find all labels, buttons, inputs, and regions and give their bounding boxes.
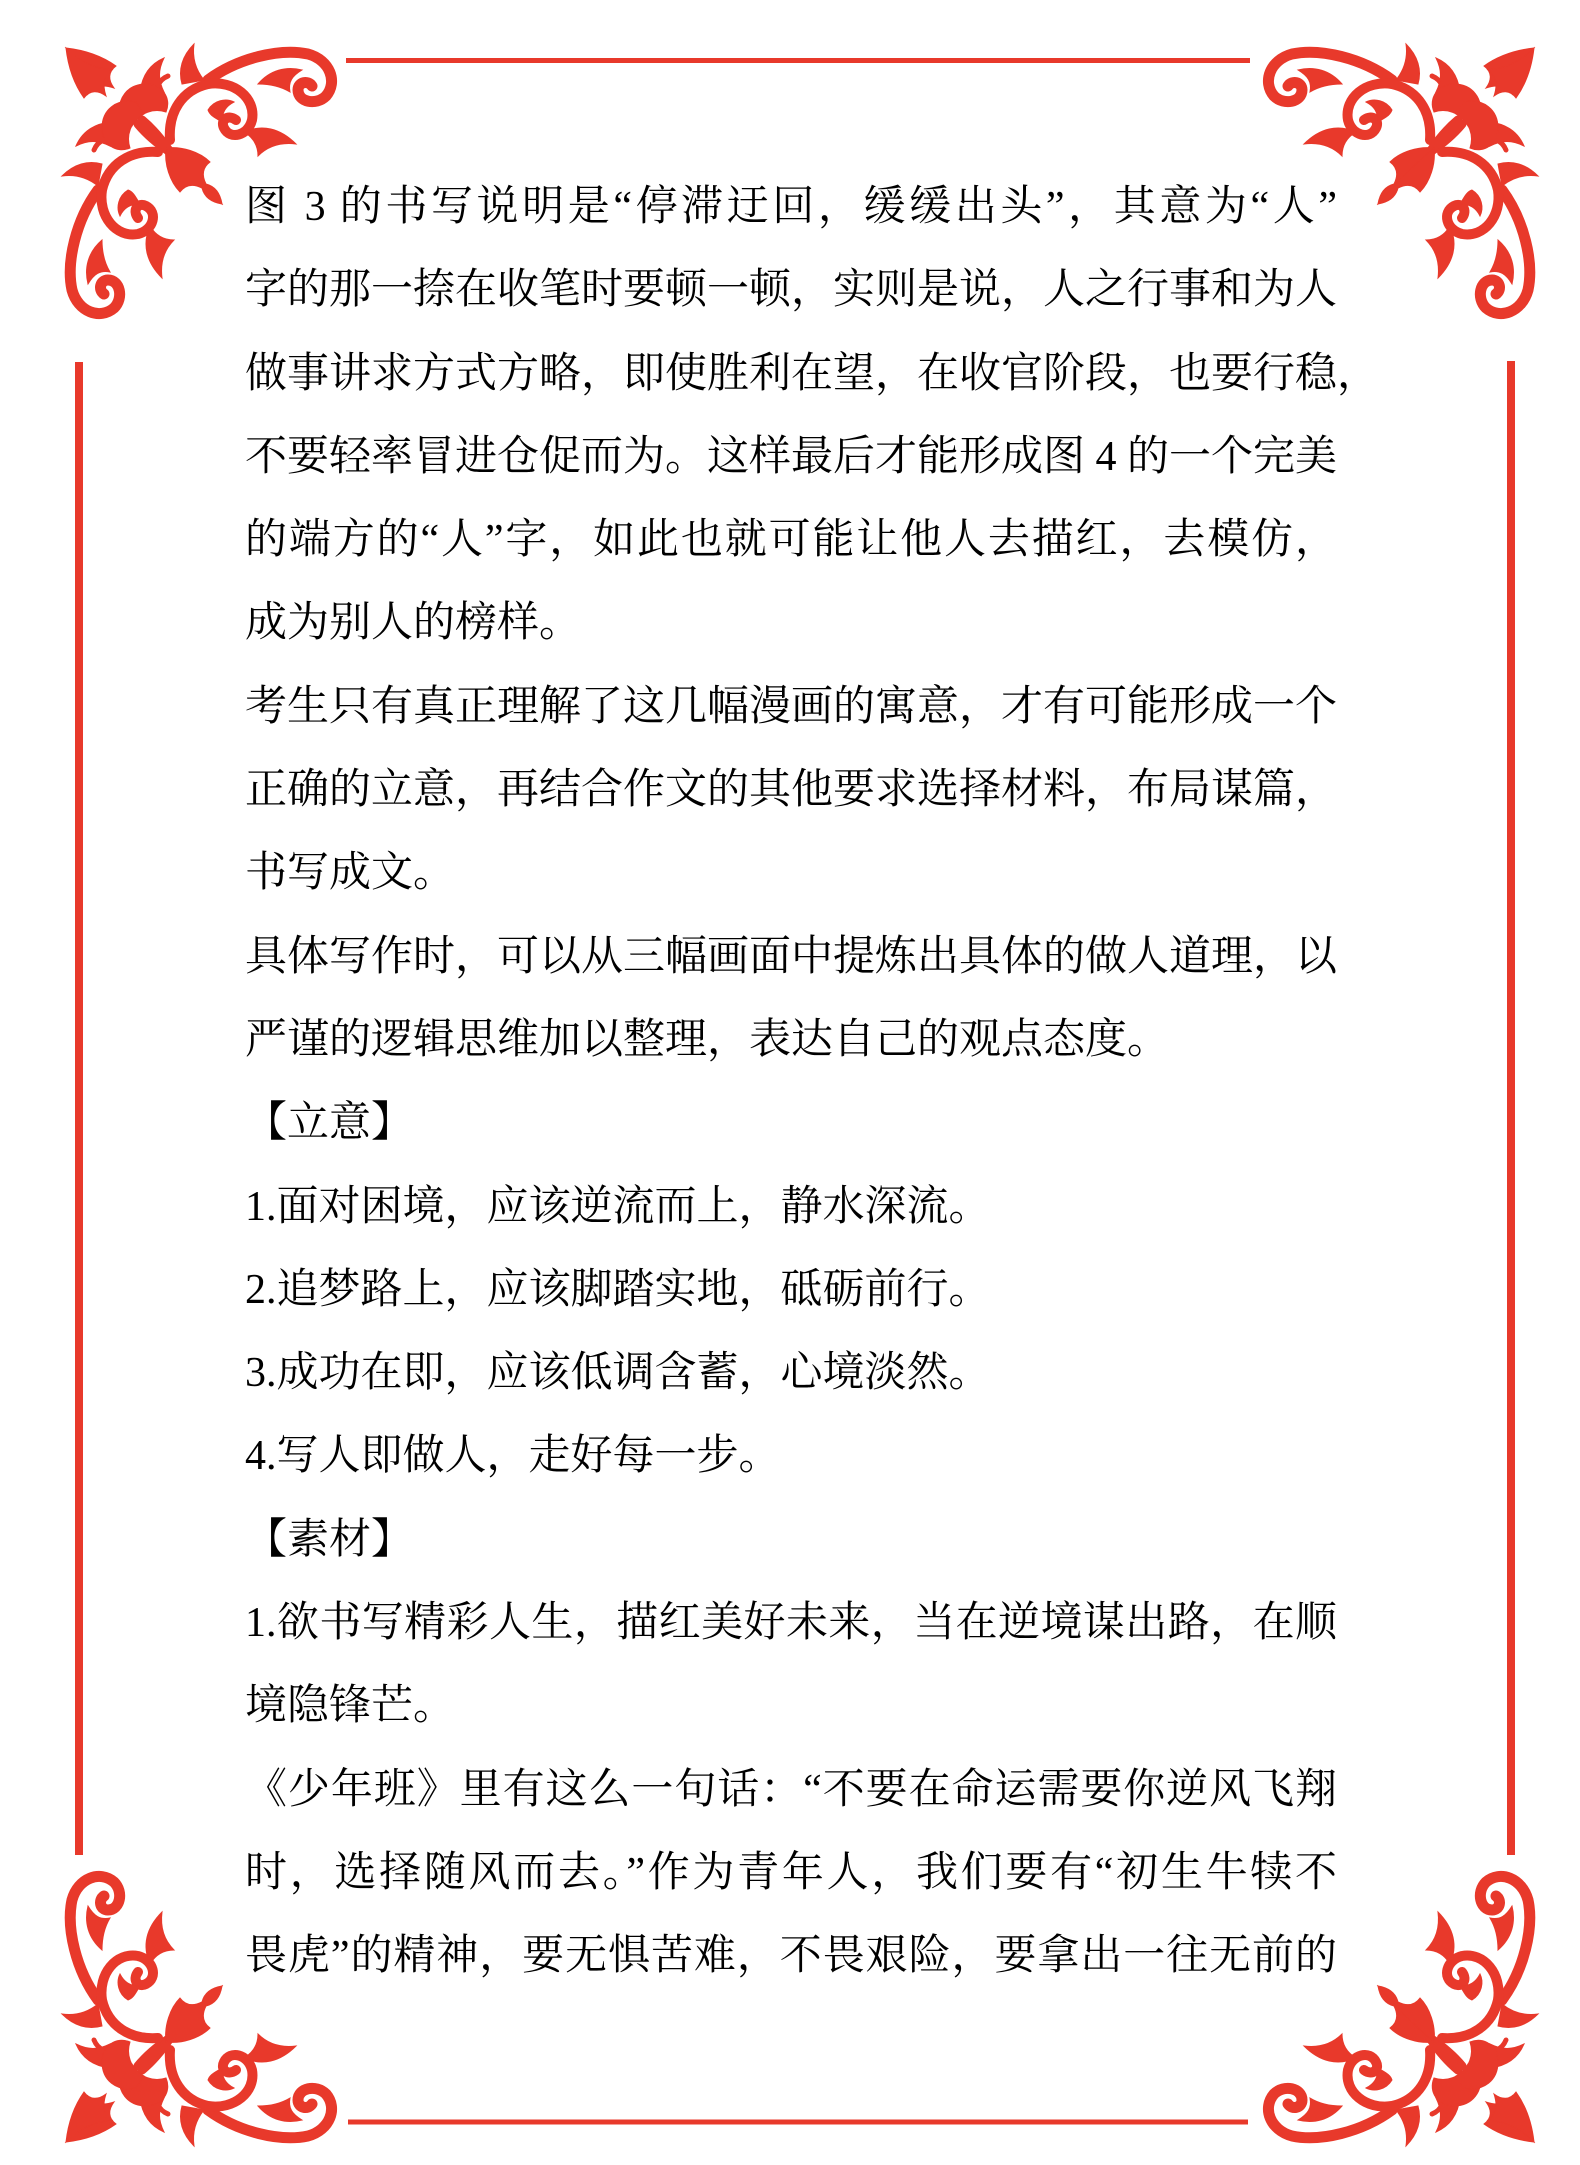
text-line: 严谨的逻辑思维加以整理，表达自己的观点态度。 bbox=[245, 1016, 1170, 1063]
theme-item: 1.面对困境，应该逆流而上，静水深流。 bbox=[245, 1183, 991, 1230]
text-line: 境隐锋芒。 bbox=[245, 1683, 456, 1730]
text-line: 不要轻率冒进仓促而为。这样最后才能形成图 4 的一个完美 bbox=[245, 433, 1338, 480]
theme-item: 2.追梦路上，应该脚踏实地，砥砺前行。 bbox=[245, 1266, 991, 1313]
text-line: 的端方的“人”字，如此也就可能让他人去描红，去模仿， bbox=[245, 517, 1337, 564]
section-heading-theme: 【立意】 bbox=[245, 1100, 414, 1147]
text-line: 字的那一捺在收笔时要顿一顿，实则是说，人之行事和为人 bbox=[245, 267, 1338, 314]
text-line: 书写成文。 bbox=[245, 850, 456, 897]
text-line: 1.欲书写精彩人生，描红美好未来，当在逆境谋出路，在顺 bbox=[245, 1600, 1337, 1647]
text-line: 畏虎”的精神，要无惧苦难，不畏艰险，要拿出一往无前的 bbox=[245, 1933, 1337, 1980]
text-line: 时，选择随风而去。”作为青年人，我们要有“初生牛犊不 bbox=[245, 1849, 1337, 1896]
section-heading-material: 【素材】 bbox=[245, 1516, 414, 1563]
paragraph-writing-advice bbox=[245, 916, 1337, 1083]
theme-item: 4.写人即做人，走好每一步。 bbox=[245, 1433, 781, 1480]
text-line: 正确的立意，再结合作文的其他要求选择材料，布局谋篇， bbox=[245, 767, 1338, 814]
text-line: 《少年班》里有这么一句话：“不要在命运需要你逆风飞翔 bbox=[245, 1766, 1337, 1813]
text-line: 图 3 的书写说明是“停滞迂回，缓缓出头”，其意为“人” bbox=[245, 184, 1337, 230]
text-line: 做事讲求方式方略，即使胜利在望，在收官阶段，也要行稳， bbox=[245, 350, 1380, 397]
material-entry bbox=[245, 1582, 1337, 1749]
theme-section bbox=[245, 1082, 1337, 1498]
theme-item: 3.成功在即，应该低调含蓄，心境淡然。 bbox=[245, 1350, 991, 1397]
document-body bbox=[245, 166, 1380, 1999]
material-entry-quote bbox=[245, 1749, 1337, 1999]
text-line: 考生只有真正理解了这几幅漫画的寓意，才有可能形成一个 bbox=[245, 683, 1338, 730]
paragraph-understanding bbox=[245, 666, 1337, 916]
paragraph-writing-explanation bbox=[245, 166, 1380, 666]
text-line: 具体写作时，可以从三幅画面中提炼出具体的做人道理，以 bbox=[245, 933, 1338, 980]
material-section bbox=[245, 1499, 1337, 1999]
text-line: 成为别人的榜样。 bbox=[245, 600, 582, 647]
